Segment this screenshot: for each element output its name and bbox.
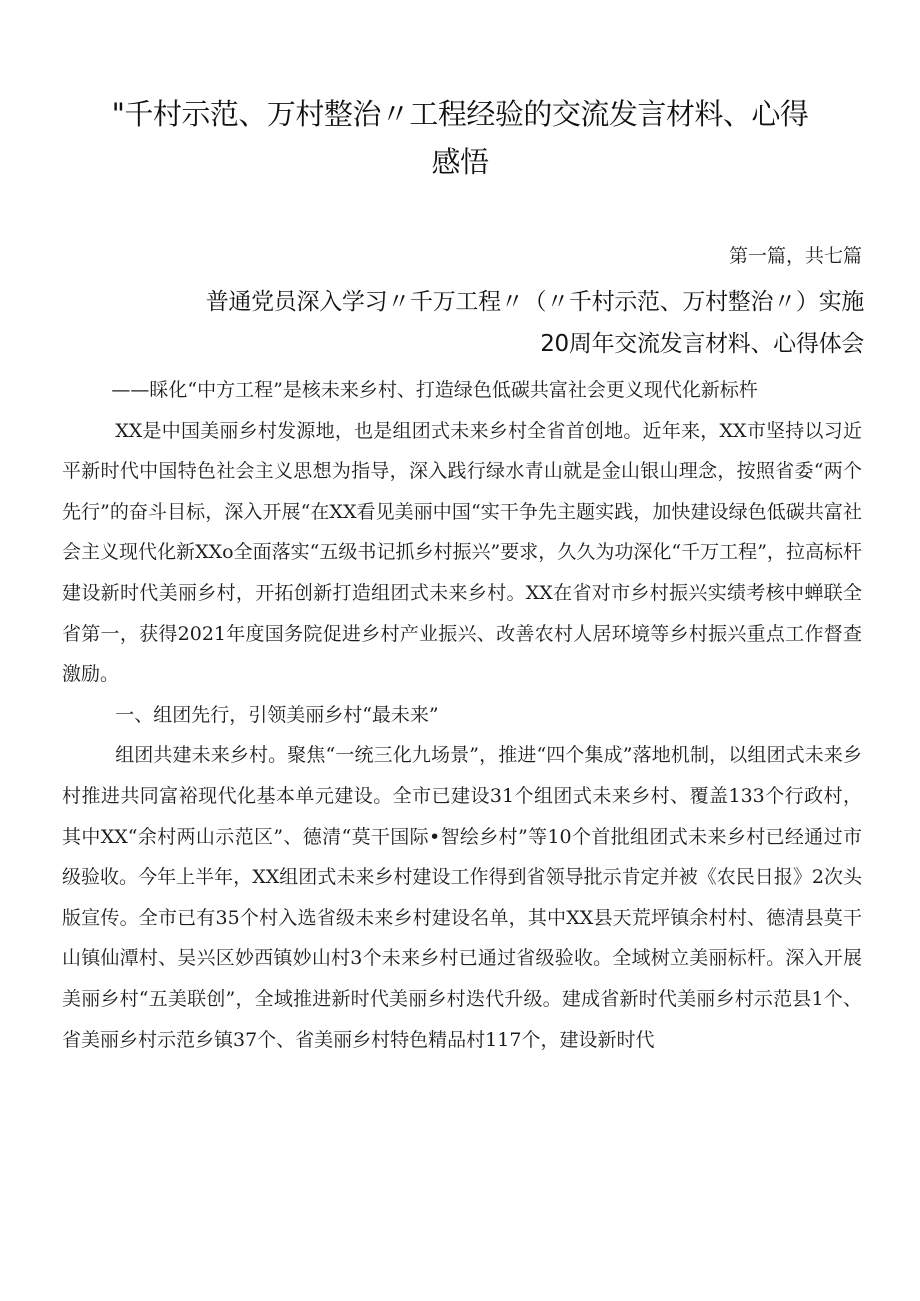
body-paragraph-intro: XX是中国美丽乡村发源地，也是组团式未来乡村全省首创地。近年来，XX市坚持以习近平新时代中国特色社会主义思想为指导，深入践行绿水青山就是金山银山理念，按照省委“两个先行”的奋斗目标，深入开展“在XX看见美丽中国“实干争先主题实践，加快建设绿色低碳共富社会主义现代化新XXo全面落实“五级书记抓乡村振兴”要求，久久为功深化“千万工程”，拉高标杆建设新时代美丽乡村，开拓创新打造组团式未来乡村。XX在省对市乡村振兴实绩考核中蝉联全省第一，获得2021年度国务院促进乡村产业振兴、改善农村人居环境等乡村振兴重点工作督查激励。 <box>62 419 862 686</box>
part-label: 第一篇，共七篇 <box>728 245 862 267</box>
document-body <box>62 370 862 1060</box>
document-title <box>60 90 860 186</box>
subtitle-line-2: 20周年交流发言材料、心得体会 <box>540 331 864 357</box>
document-title-line-2: 感悟 <box>431 145 489 179</box>
body-paragraph-section-1: 组团共建未来乡村。聚焦“一统三化九场景”，推进“四个集成”落地机制，以组团式未来乡村推进共同富裕现代化基本单元建设。全市已建设31个组团式未来乡村、覆盖133个行政村，其中XX“余村两山示范区”、德清“莫干国际•智绘乡村”等10个首批组团式未来乡村已经通过市级验收。今年上半年，XX组团式未来乡村建设工作得到省领导批示肯定并被《农民日报》2次头版宣传。全市已有35个村入选省级未来乡村建设名单，其中XX县天荒坪镇余村村、德清县莫干山镇仙潭村、吴兴区妙西镇妙山村3个未来乡村已通过省级验收。全域树立美丽标杆。深入开展美丽乡村“五美联创”，全域推进新时代美丽乡村迭代升级。建成省新时代美丽乡村示范县1个、省美丽乡村示范乡镇37个、省美丽乡村特色精品村117个，建设新时代 <box>62 744 862 1051</box>
body-paragraph-tagline: ——睬化“中方工程”是核未来乡村、打造绿色低碳共富社会更义现代化新标杵 <box>111 379 758 401</box>
section-heading-1: 一、组团先行，引领美丽乡村“最未来” <box>115 703 439 726</box>
subtitle-line-1: 普通党员深入学习〃千万工程〃（〃千村示范、万村整治〃）实施 <box>205 289 864 315</box>
document-title-line-1: "千村示范、万村整治〃工程经验的交流发言材料、心得 <box>111 97 809 131</box>
